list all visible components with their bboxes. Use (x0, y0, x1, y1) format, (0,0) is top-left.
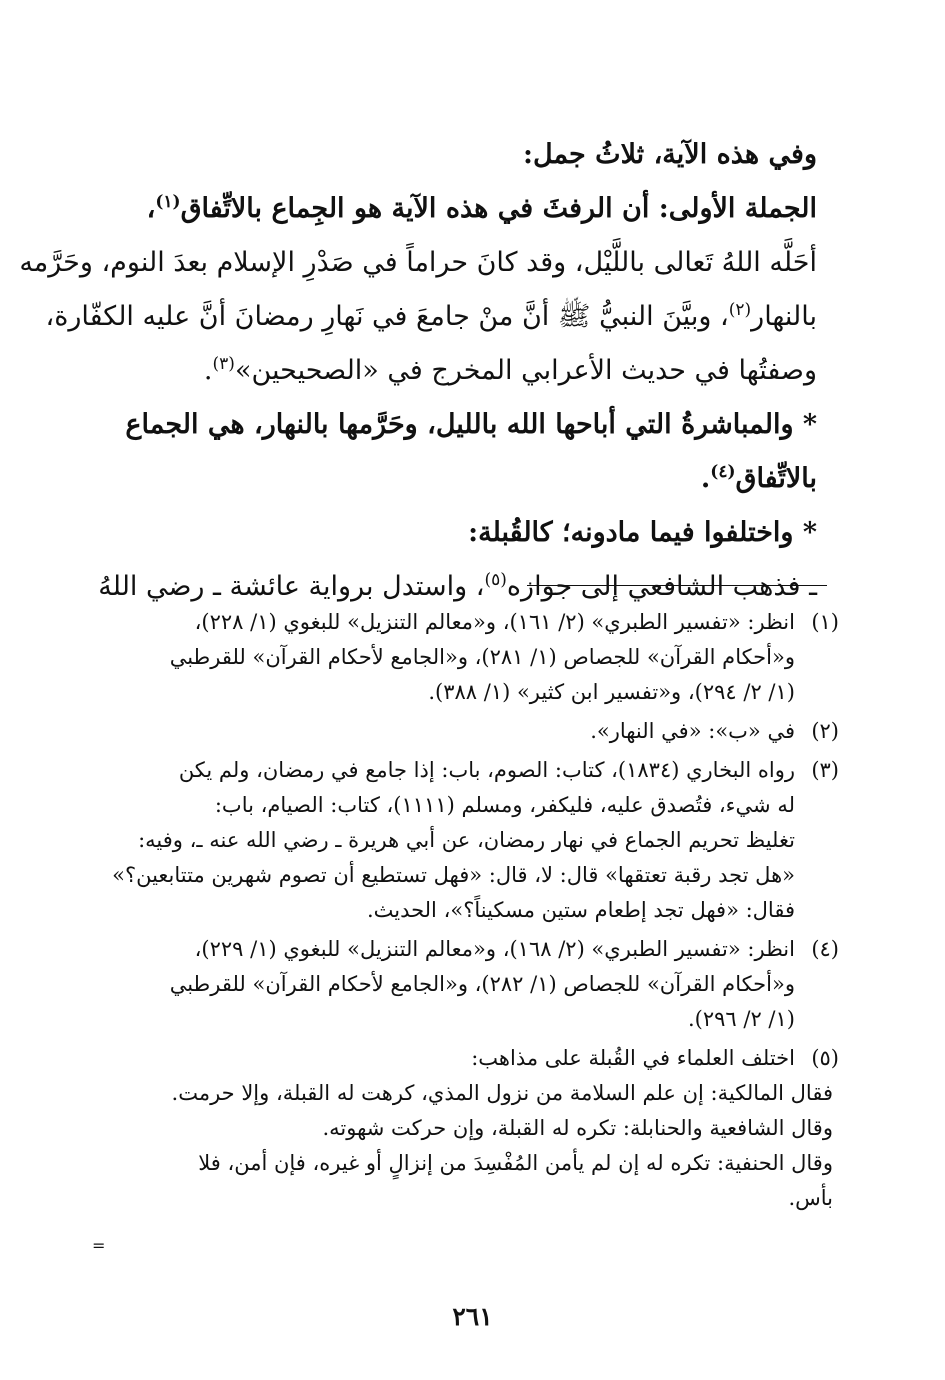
para3-line-2-end: ، واستدل برواية عائشة ـ رضي اللهُ (98, 571, 485, 602)
footnote-number: (٤) (811, 937, 839, 961)
footnote-line: له شيء، فتُصدق عليه، فليكفر، ومسلم (١١١١)، كتاب: الصيام، باب: (214, 793, 795, 817)
para3-line-1: * واختلفوا فيما مادونه؛ كالقُبلة: (468, 517, 817, 548)
footnote-line: انظر: «تفسير الطبري» (٢/ ١٦١)، و«معالم التنزيل» للبغوي (١/ ٢٢٨)، (194, 610, 795, 634)
footnote-line: (١/ ٢/ ٢٩٦). (687, 1007, 795, 1031)
body-line-3 (45, 290, 817, 344)
footnote-line: و«أحكام القرآن» للجصاص (١/ ٢٨٢)، و«الجامع لأحكام القرآن» للقرطبي (169, 972, 795, 996)
footnote-4 (113, 932, 839, 1037)
footnote-5 (113, 1041, 839, 1216)
body-line-4 (117, 344, 817, 398)
page-number: ٢٦١ (452, 1302, 493, 1331)
first-sentence-comma: ، (146, 193, 156, 224)
footnote-number: (١) (811, 610, 839, 634)
footnote-line: اختلف العلماء في القُبلة على مذاهب: (471, 1046, 795, 1070)
footnote-number: (٣) (811, 758, 839, 782)
para2-line-2-start: بالاتِّفاق (735, 463, 817, 494)
footnote-number: (٥) (811, 1046, 839, 1070)
body-line-3-start: بالنهار (751, 301, 817, 332)
para2-line-2-end: . (700, 463, 711, 494)
footnote-3 (112, 753, 839, 928)
continuation-mark: = (92, 1236, 106, 1255)
footnote-line: و«أحكام القرآن» للجصاص (١/ ٢٨١)، و«الجامع لأحكام القرآن» للقرطبي (169, 645, 795, 669)
footnote-line: بأس. (788, 1186, 833, 1210)
first-sentence-line (117, 182, 817, 236)
footnote-1 (113, 605, 839, 710)
footnote-2 (113, 714, 839, 749)
body-line-4-end: . (203, 355, 213, 386)
body-line-3-end: ، وبيَّنَ النبيُّ ﷺ أنَّ منْ جامعَ في نَهارِ رمضانَ أنَّ عليه الكفّارة، (45, 301, 729, 332)
footnote-ref-4[interactable]: (٤) (710, 462, 736, 482)
footnote-ref-5[interactable]: (٥) (484, 570, 507, 590)
footnote-line: (١/ ٢/ ٢٩٤)، و«تفسير ابن كثير» (١/ ٣٨٨). (428, 680, 795, 704)
footnotes (112, 605, 839, 1220)
para2-line-1: * والمباشرةُ التي أباحها الله بالليل، وحَرَّمها بالنهار، هي الجماع (125, 409, 817, 440)
first-sentence-text: الجملة الأولى: أن الرفثَ في هذه الآية هو الجِماع بالاتِّفاق (180, 193, 817, 224)
footnote-line: انظر: «تفسير الطبري» (٢/ ١٦٨)، و«معالم التنزيل» للبغوي (١/ ٢٢٩)، (194, 937, 795, 961)
para2-line-2 (117, 452, 817, 506)
main-text (19, 128, 817, 614)
footnote-separator (527, 585, 827, 586)
footnote-line: فقال المالكية: إن علم السلامة من نزول المذي، كرهت له القبلة، وإلا حرمت. (171, 1081, 833, 1105)
footnote-number: (٢) (811, 719, 839, 743)
footnote-line: رواه البخاري (١٨٣٤)، كتاب: الصوم، باب: إذا جامع في رمضان، ولم يكن (178, 758, 795, 782)
footnote-line: وقال الشافعية والحنابلة: تكره له القبلة، وإن حركت شهوته. (322, 1116, 833, 1140)
footnote-line: في «ب»: «في النهار». (590, 719, 795, 743)
footnote-ref-1[interactable]: (١) (155, 192, 181, 212)
body-line-4-start: وصفتُها في حديث الأعرابي المخرج في «الصحيحين» (234, 355, 817, 386)
footnote-line: وقال الحنفية: تكره له إن لم يأمن المُفْسِدَ من إنزالٍ أو غيره، فإن أمن، فلا (198, 1151, 833, 1175)
footnote-ref-3[interactable]: (٣) (212, 354, 235, 374)
footnote-line: «هل تجد رقبة تعتقها» قال: لا، قال: «فهل تستطيع أن تصوم شهرين متتابعين؟» (112, 863, 795, 887)
para3-line-2-start: ـ فذهب الشافعي إلى جوازه (506, 571, 817, 602)
body-line-2: أحَلَّه اللهُ تَعالى باللَّيْل، وقد كانَ حراماً في صَدْرِ الإسلام بعدَ النوم، وحَرَّمه (19, 247, 817, 278)
footnote-line: فقال: «فهل تجد إطعام ستين مسكيناً؟»، الحديث. (366, 898, 795, 922)
footnote-line: تغليظ تحريم الجماع في نهار رمضان، عن أبي هريرة ـ رضي الله عنه ـ، وفيه: (138, 828, 795, 852)
footnote-ref-2[interactable]: (٢) (728, 300, 752, 320)
intro-line: وفي هذه الآية، ثلاثُ جمل: (523, 139, 817, 170)
